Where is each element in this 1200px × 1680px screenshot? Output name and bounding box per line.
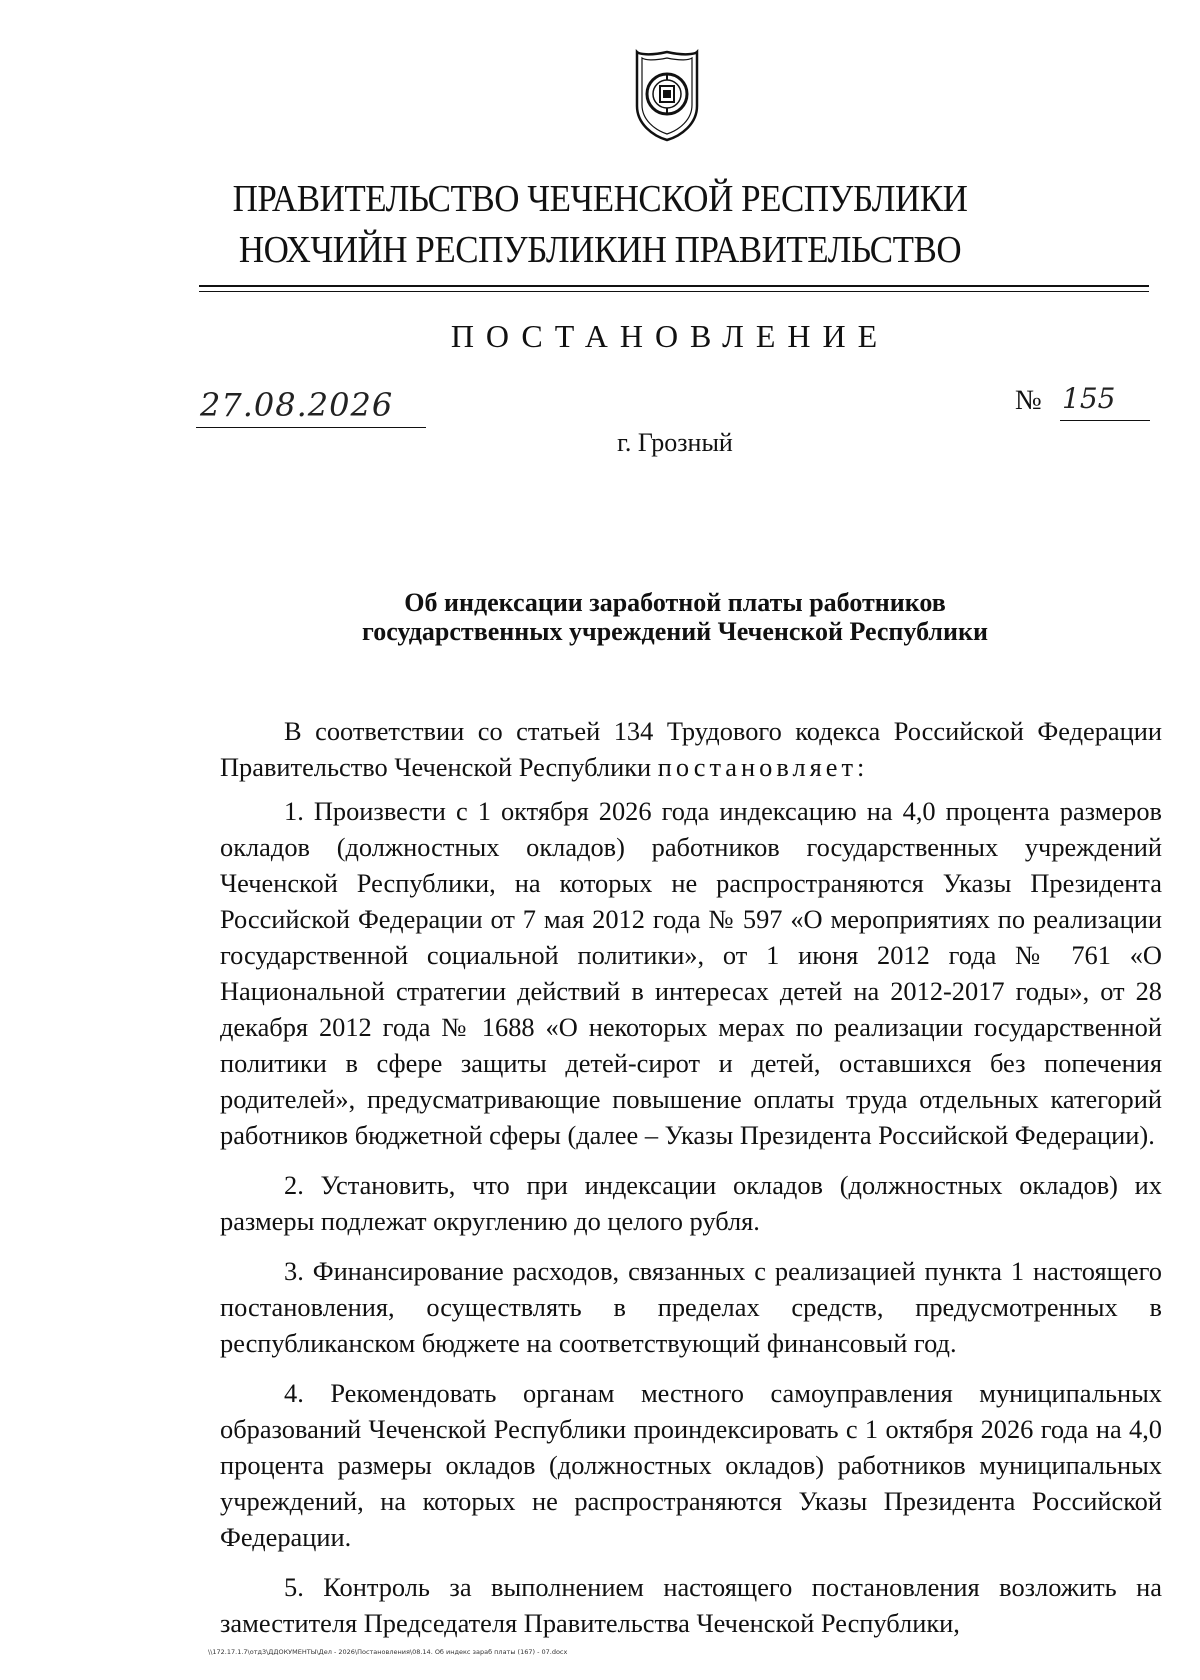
government-title-chechen: НОХЧИЙН РЕСПУБЛИКИН ПРАВИТЕЛЬСТВО: [238, 229, 962, 271]
preamble-verb: постановляет:: [657, 752, 869, 782]
coat-of-arms-icon: [631, 48, 703, 144]
document-body: [220, 713, 1162, 1655]
document-type-heading: ПОСТАНОВЛЕНИЕ: [450, 318, 890, 354]
file-path-footer: \\172.17.1.7\отд3\ДДОКУМЕНТЫ\Дел - 2026\Постановления\08.14. Об индекс зараб платы (167) - 07.docx: [208, 1648, 568, 1656]
document-number: 155: [1062, 382, 1116, 415]
preamble-text: В соответствии со статьей 134 Трудового кодекса Российской Федерации Правительство Чеченской Республики: [220, 716, 1162, 782]
government-title-russian: ПРАВИТЕЛЬСТВО ЧЕЧЕНСКОЙ РЕСПУБЛИКИ: [232, 178, 968, 220]
preamble-paragraph: [220, 713, 1162, 785]
document-number-label: №: [1015, 385, 1042, 416]
number-underline: [1060, 420, 1150, 421]
subject-line-2: государственных учреждений Чеченской Республики: [362, 617, 988, 646]
paragraph-3: 3. Финансирование расходов, связанных с реализацией пункта 1 настоящего постановления, осуществлять в пределах средств, предусмотренных в республиканском бюджете на соответствующий финансовый год.: [220, 1256, 1162, 1358]
paragraph-2: 2. Установить, что при индексации окладов (должностных окладов) их размеры подлежат округлению до целого рубля.: [220, 1170, 1162, 1236]
header-divider-thin: [199, 291, 1149, 292]
paragraph-5: 5. Контроль за выполнением настоящего постановления возложить на заместителя Председателя Правительства Чеченской Республики,: [220, 1572, 1162, 1638]
subject-line-1: Об индексации заработной платы работников: [404, 588, 946, 617]
document-date: 27.08.2026: [200, 386, 394, 424]
header-divider: [199, 285, 1149, 287]
document-subject: [200, 588, 1150, 646]
document-city: г. Грозный: [617, 428, 733, 457]
paragraph-4: 4. Рекомендовать органам местного самоуправления муниципальных образований Чеченской Республики проиндексировать с 1 октября 2026 года на 4,0 процента размеры окладов (должностных окладов) работников муниципальных учреждений, на которых не распространяются Указы Президента Российской Федерации.: [220, 1378, 1162, 1552]
paragraph-1: 1. Произвести с 1 октября 2026 года индексацию на 4,0 процента размеров окладов (должностных окладов) работников государственных учреждений Чеченской Республики, на которых не распространяются Указы Президента Российской Федерации от 7 мая 2012 года № 597 «О мероприятиях по реализации государственной социальной политики», от 1 июня 2012 года № 761 «О Национальной стратегии действий в интересах детей на 2012-2017 годы», от 28 декабря 2012 года № 1688 «О некоторых мерах по реализации государственной политики в сфере защиты детей-сирот и детей, оставшихся без попечения родителей», предусматривающие повышение оплаты труда отдельных категорий работников бюджетной сферы (далее – Указы Президента Российской Федерации).: [220, 796, 1162, 1150]
